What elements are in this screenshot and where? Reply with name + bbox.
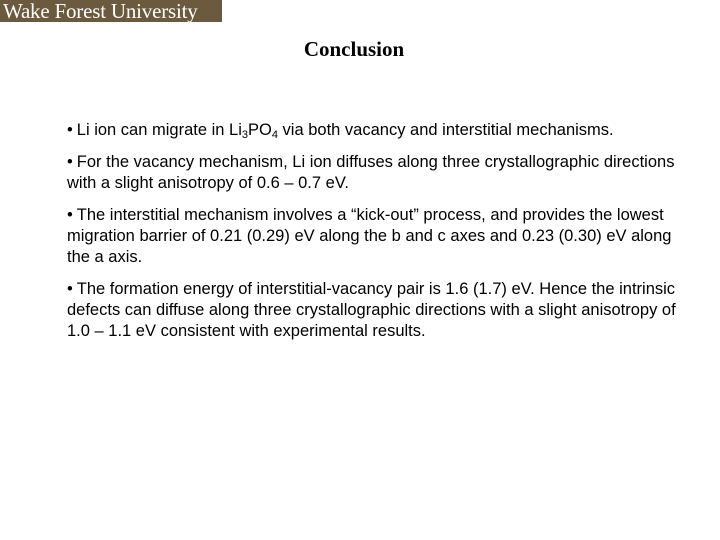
bullet-2-text: For the vacancy mechanism, Li ion diffuses along three crystallographic directions with a slight anisotropy of 0.6 – 0.7 eV. [67, 153, 675, 192]
logo-text: Wake Forest University [3, 0, 198, 23]
bullet-1-text-b: PO [248, 121, 272, 139]
bullet-mark: • [67, 121, 73, 139]
bullet-mark: • [67, 153, 73, 171]
university-logo [0, 0, 222, 22]
bullet-4-text: The formation energy of interstitial-vacancy pair is 1.6 (1.7) eV. Hence the intrinsic defects can diffuse along three crystallographic directions with a slight anisotropy of 1.0 – 1.1 eV consistent with experimental results. [67, 280, 676, 340]
bullet-mark: • [67, 206, 73, 224]
bullet-list [67, 120, 687, 353]
subscript-3: 3 [241, 129, 248, 141]
bullet-item-4 [67, 279, 687, 342]
bullet-mark: • [67, 280, 73, 298]
bullet-item-1 [67, 120, 687, 141]
bullet-1-text-a: Li ion can migrate in Li [76, 121, 242, 139]
subscript-4: 4 [271, 129, 278, 141]
bullet-item-3 [67, 205, 687, 268]
bullet-3-text: The interstitial mechanism involves a “kick-out” process, and provides the lowest migration barrier of 0.21 (0.29) eV along the b and c axes and 0.23 (0.30) eV along the a axis. [67, 206, 672, 266]
slide-title: Conclusion [303, 37, 405, 61]
bullet-item-2 [67, 152, 687, 194]
bullet-1-text-c: via both vacancy and interstitial mechanisms. [277, 121, 614, 139]
